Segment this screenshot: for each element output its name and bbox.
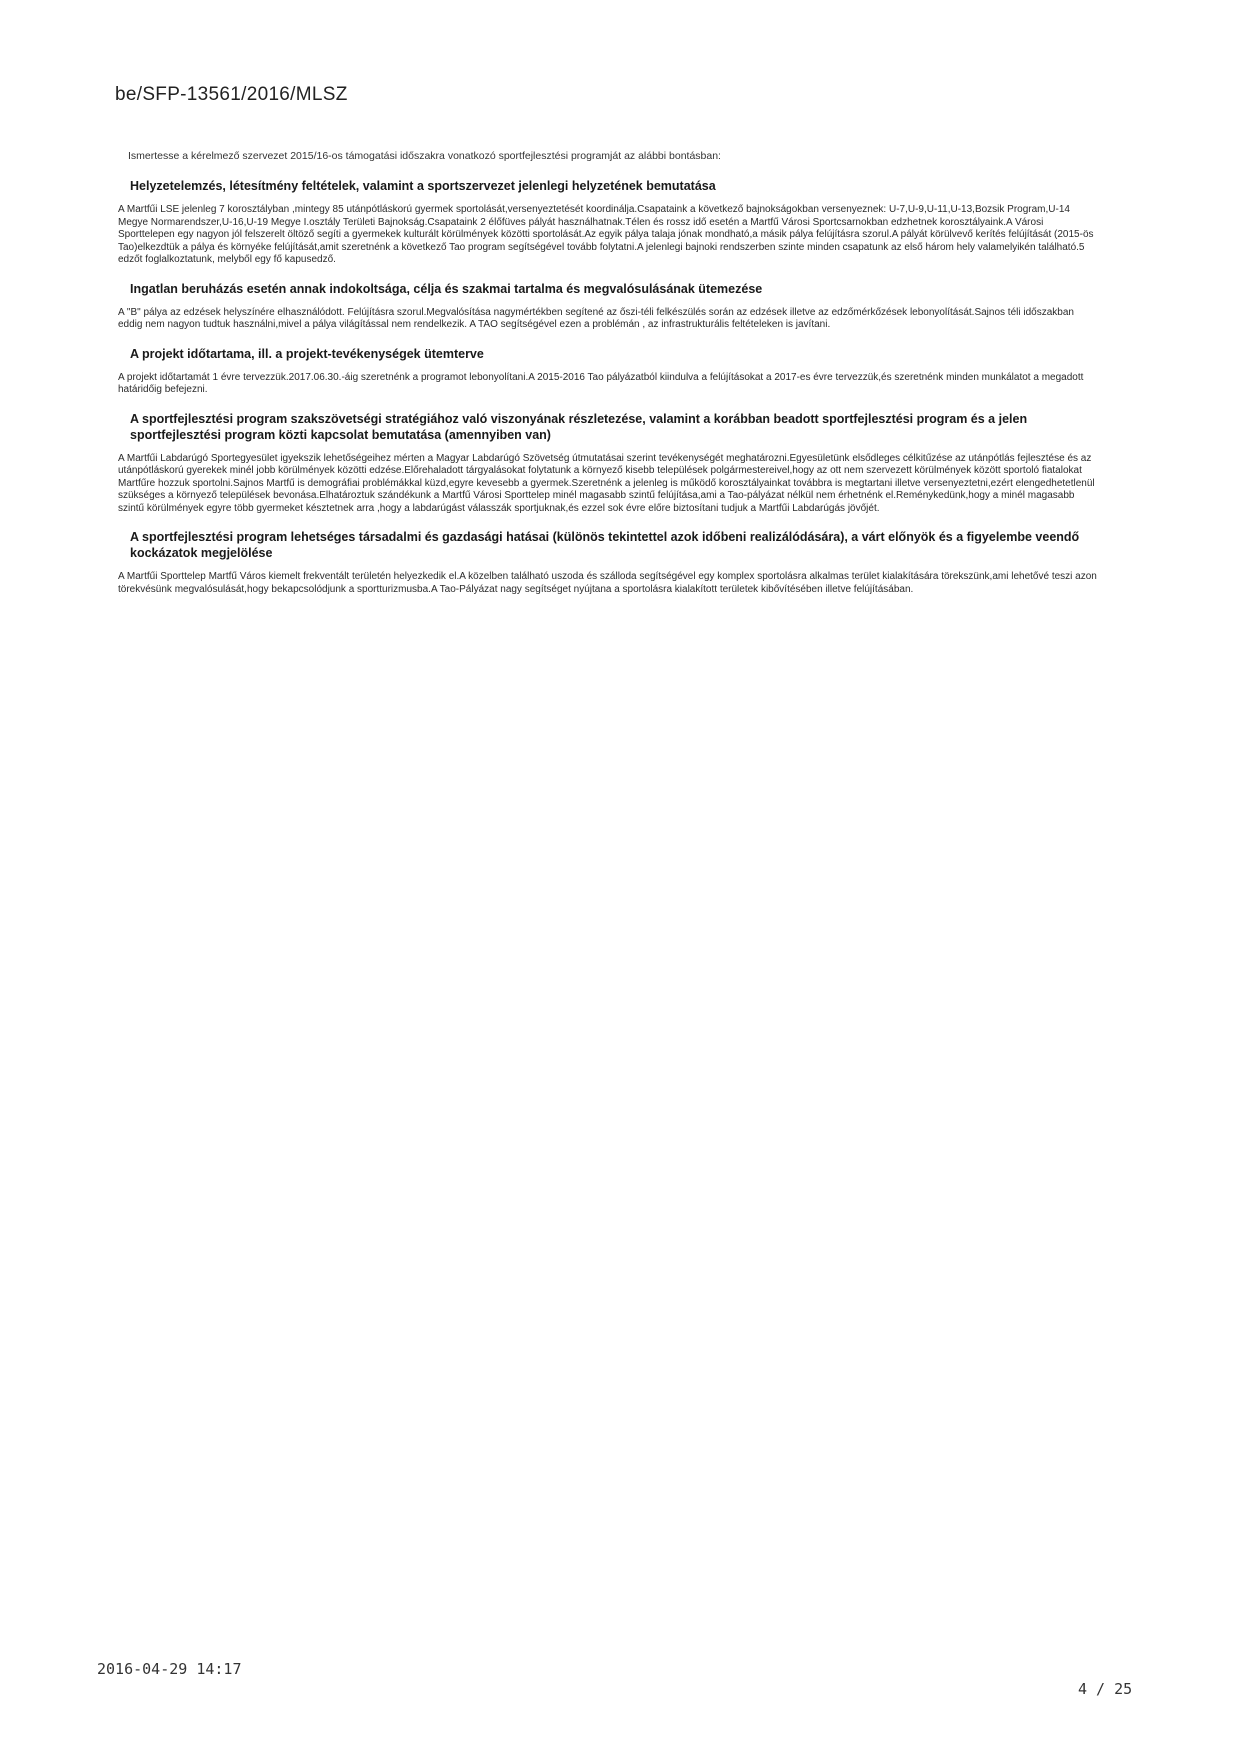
section-heading: A projekt időtartama, ill. a projekt-tevékenységek ütemterve: [130, 346, 484, 361]
page-number: 4 / 25: [1078, 1680, 1133, 1698]
section-body: A Martfűi Sporttelep Martfű Város kiemelt frekventált területén helyezkedik el.A közelben található uszoda és szálloda segítségével egy komplex sportolásra alkalmas terület kialakítására törekszünk,ami lehetővé teszi azon törekvésünk megvalósulását,hogy bekapcsolódjunk a sportturizmusba.A Tao-Pályázat nagy segítséget nyújtana a sportolásra kialakított területek kibővítésében illetve felújításában.: [118, 571, 1097, 595]
section-federation-strategy: [118, 411, 1098, 516]
section-situation-analysis: [118, 178, 1098, 267]
section-body: A projekt időtartamát 1 évre tervezzük.2017.06.30.-áig szeretnénk a programot lebonyolítani.A 2015-2016 Tao pályázatból kiindulva a felújításokat a 2017-es évre tervezzük,és szeretnénk minden munkálatot a megadott határidőig befejezni.: [118, 371, 1084, 395]
fax-timestamp: 2016-04-29 14:17: [97, 1660, 242, 1678]
document-body: [118, 150, 1098, 610]
intro-text: Ismertesse a kérelmező szervezet 2015/16-os támogatási időszakra vonatkozó sportfejlesztési programját az alábbi bontásban:: [128, 150, 721, 162]
section-body: A Martfűi Labdarúgó Sportegyesület igyekszik lehetőségeihez mérten a Magyar Labdarúgó Szövetség útmutatásai szerint tevékenységét meghatározni.Egyesületünk elsődleges célkitűzése az utánpótlás fejlesztése és az utánpótláskorú gyerekek minél jobb körülmények közötti edzése.Előrehaladott tárgyalásokat folytatunk a környező kisebb települések polgármestereivel,hogy az ott nem szervezett körülmények között sportoló fiatalokat Martfűre hozzuk sportolni.Sajnos Martfű is demográfiai problémákkal küzd,egyre kevesebb a gyermek.Szeretnénk a jelenleg is működő korosztályainkat továbbra is megtartani illetve versenyeztetni,ezért elengedhetetlenül szükséges a környező települések bevonása.Elhatároztuk szándékunk a Martfű Városi Sporttelep minél magasabb szintű felújítása,ami a Tao-pályázat nélkül nem érhetnénk el.Reménykedünk,hogy a minél magasabb szintű körülmények egyre több gyermeket késztetnek arra ,hogy a labdarúgást válasszák sportjuknak,és ezzel sok évre előre biztosítani tudjuk a Martfűi Labdarúgás jövőjét.: [118, 452, 1095, 514]
section-heading: Helyzetelemzés, létesítmény feltételek, valamint a sportszervezet jelenlegi helyzetének bemutatása: [130, 179, 716, 193]
section-real-estate-investment: [118, 281, 1098, 332]
section-body: A Martfűi LSE jelenleg 7 korosztályban ,mintegy 85 utánpótláskorú gyermek sportolását,versenyeztetését koordinálja.Csapataink a következő bajnokságokban versenyeznek: U-7,U-9,U-11,U-13,Bozsik Program,U-14 Megye Normarendszer,U-16,U-19 Megye I.osztály Területi Bajnokság.Csapataink 2 élőfüves pályát használhatnak.Télen és rossz idő esetén a Martfű Városi Sportcsarnokban edzhetnek korosztályaink.A Városi Sporttelepen egy nagyon jól felszerelt öltöző segíti a gyermekek kulturált körülmények közötti sportolását.Az egyik pálya talaja jónak mondható,a másik pálya felújításra szorul.A pályát körülvevő kerítés felújítását (2015-ös Tao)elkezdtük a pálya és környéke felújítását,amit szeretnénk a következő Tao program segítségével tovább folytatni.A jelenlegi bajnoki rendszerben szinte minden csapatunk az első három hely valamelyikén található.5 edzőt foglalkoztatunk, melyből egy fő kapusedző.: [118, 204, 1094, 265]
section-project-timeline: [118, 346, 1098, 397]
section-heading: A sportfejlesztési program szakszövetségi stratégiához való viszonyának részletezése, valamint a korábban beadott sportfejlesztési program és a jelen sportfejlesztési program közti kapcsolat bemutatása (amennyiben van): [130, 411, 1028, 442]
section-social-economic-effects: [118, 529, 1098, 596]
document-id: be/SFP-13561/2016/MLSZ: [115, 84, 348, 105]
section-heading: Ingatlan beruházás esetén annak indokoltsága, célja és szakmai tartalma és megvalósulásának ütemezése: [130, 281, 763, 296]
section-body: A "B" pálya az edzések helyszínére elhasználódott. Felújításra szorul.Megvalósítása nagymértékben segítené az őszi-téli felkészülés során az edzések illetve az edzőmérkőzések lebonyolítását.Sajnos téli időszakban eddig nem nagyon tudtuk használni,mivel a pálya világítással nem rendelkezik. A TAO segítségével ezen a problémán , az infrastrukturális feltételeken is javítani.: [118, 306, 1074, 330]
section-heading: A sportfejlesztési program lehetséges társadalmi és gazdasági hatásai (különös tekintettel azok időbeni realizálódására), a várt előnyök és a figyelembe veendő kockázatok megjelölése: [130, 530, 1080, 560]
